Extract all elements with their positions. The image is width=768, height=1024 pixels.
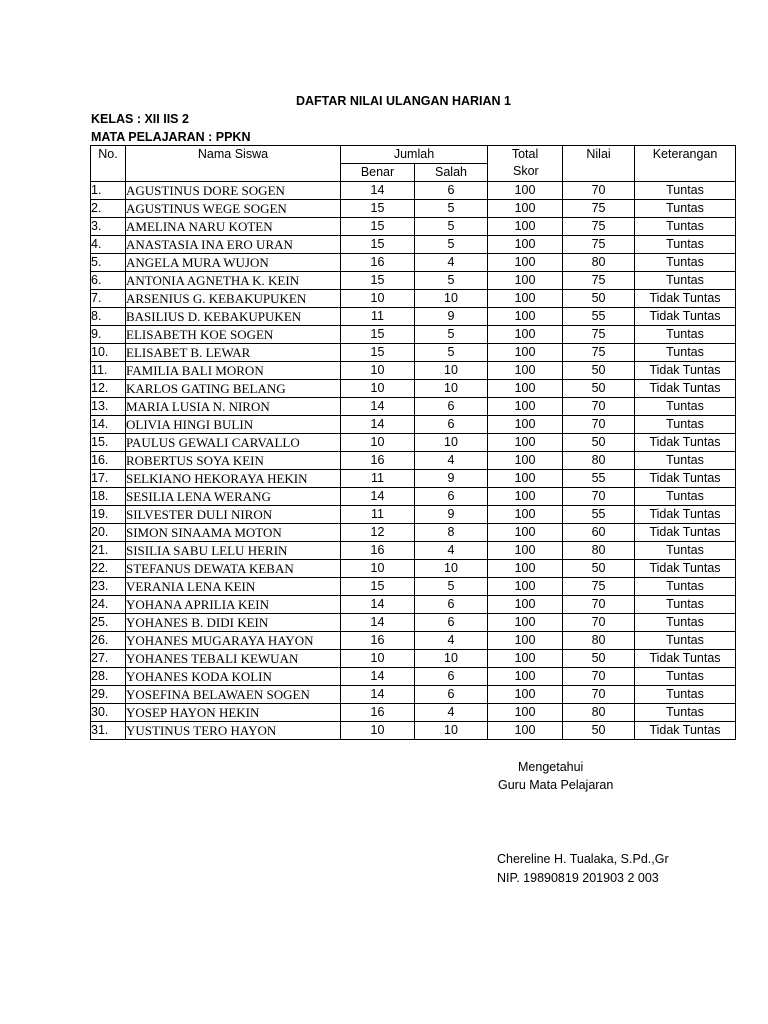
cell-total: 100 <box>488 398 563 416</box>
cell-benar: 10 <box>341 722 415 740</box>
cell-total: 100 <box>488 722 563 740</box>
cell-no: 7. <box>91 290 126 308</box>
grades-table <box>90 145 736 740</box>
cell-benar: 15 <box>341 326 415 344</box>
cell-benar: 15 <box>341 236 415 254</box>
table-row <box>91 416 736 434</box>
cell-salah: 6 <box>415 488 488 506</box>
cell-benar: 15 <box>341 200 415 218</box>
cell-no: 20. <box>91 524 126 542</box>
cell-keterangan: Tuntas <box>635 668 736 686</box>
cell-no: 10. <box>91 344 126 362</box>
table-row <box>91 650 736 668</box>
cell-no: 4. <box>91 236 126 254</box>
cell-no: 3. <box>91 218 126 236</box>
cell-total: 100 <box>488 668 563 686</box>
cell-keterangan: Tuntas <box>635 218 736 236</box>
cell-total: 100 <box>488 632 563 650</box>
cell-salah: 10 <box>415 560 488 578</box>
cell-keterangan: Tidak Tuntas <box>635 524 736 542</box>
cell-no: 22. <box>91 560 126 578</box>
cell-salah: 9 <box>415 506 488 524</box>
cell-benar: 12 <box>341 524 415 542</box>
table-row <box>91 632 736 650</box>
cell-total: 100 <box>488 578 563 596</box>
cell-total: 100 <box>488 218 563 236</box>
cell-salah: 10 <box>415 650 488 668</box>
cell-salah: 4 <box>415 542 488 560</box>
cell-keterangan: Tuntas <box>635 416 736 434</box>
cell-keterangan: Tidak Tuntas <box>635 560 736 578</box>
cell-benar: 14 <box>341 614 415 632</box>
cell-nama: MARIA LUSIA N. NIRON <box>126 398 341 416</box>
document-title: DAFTAR NILAI ULANGAN HARIAN 1 <box>295 94 512 108</box>
cell-nama: SELKIANO HEKORAYA HEKIN <box>126 470 341 488</box>
cell-keterangan: Tuntas <box>635 632 736 650</box>
header-no: No. <box>91 146 126 182</box>
subject-label: MATA PELAJARAN : PPKN <box>91 130 251 144</box>
table-row <box>91 452 736 470</box>
table-row <box>91 182 736 200</box>
cell-salah: 9 <box>415 470 488 488</box>
cell-nama: ELISABET B. LEWAR <box>126 344 341 362</box>
cell-total: 100 <box>488 686 563 704</box>
table-row <box>91 524 736 542</box>
cell-nilai: 75 <box>563 578 635 596</box>
cell-keterangan: Tuntas <box>635 596 736 614</box>
table-body <box>91 182 736 740</box>
cell-keterangan: Tuntas <box>635 398 736 416</box>
cell-nilai: 50 <box>563 650 635 668</box>
table-row <box>91 398 736 416</box>
cell-salah: 6 <box>415 668 488 686</box>
table-row <box>91 362 736 380</box>
cell-no: 21. <box>91 542 126 560</box>
cell-nama: ANTONIA AGNETHA K. KEIN <box>126 272 341 290</box>
cell-no: 28. <box>91 668 126 686</box>
table-row <box>91 434 736 452</box>
cell-keterangan: Tuntas <box>635 326 736 344</box>
cell-benar: 10 <box>341 560 415 578</box>
cell-keterangan: Tidak Tuntas <box>635 308 736 326</box>
table-row <box>91 668 736 686</box>
cell-nama: SIMON SINAAMA MOTON <box>126 524 341 542</box>
cell-no: 27. <box>91 650 126 668</box>
cell-nama: STEFANUS DEWATA KEBAN <box>126 560 341 578</box>
signature-nip: NIP. 19890819 201903 2 003 <box>497 871 659 885</box>
header-total-line-2: Skor <box>513 164 539 178</box>
cell-benar: 14 <box>341 398 415 416</box>
cell-salah: 10 <box>415 722 488 740</box>
cell-nama: KARLOS GATING BELANG <box>126 380 341 398</box>
cell-total: 100 <box>488 596 563 614</box>
cell-benar: 14 <box>341 488 415 506</box>
cell-salah: 9 <box>415 308 488 326</box>
cell-keterangan: Tidak Tuntas <box>635 506 736 524</box>
cell-nilai: 50 <box>563 290 635 308</box>
cell-keterangan: Tuntas <box>635 254 736 272</box>
cell-nilai: 55 <box>563 506 635 524</box>
cell-salah: 6 <box>415 182 488 200</box>
cell-benar: 16 <box>341 632 415 650</box>
cell-keterangan: Tidak Tuntas <box>635 470 736 488</box>
cell-total: 100 <box>488 704 563 722</box>
cell-benar: 16 <box>341 542 415 560</box>
table-row <box>91 272 736 290</box>
cell-nilai: 50 <box>563 560 635 578</box>
cell-salah: 10 <box>415 434 488 452</box>
cell-nama: OLIVIA HINGI BULIN <box>126 416 341 434</box>
cell-total: 100 <box>488 470 563 488</box>
cell-total: 100 <box>488 200 563 218</box>
header-total-skor <box>488 146 563 182</box>
cell-no: 11. <box>91 362 126 380</box>
cell-nilai: 60 <box>563 524 635 542</box>
cell-salah: 10 <box>415 290 488 308</box>
table-row <box>91 596 736 614</box>
cell-salah: 5 <box>415 200 488 218</box>
cell-salah: 6 <box>415 686 488 704</box>
cell-salah: 5 <box>415 236 488 254</box>
table-row <box>91 236 736 254</box>
cell-benar: 10 <box>341 290 415 308</box>
cell-benar: 14 <box>341 686 415 704</box>
cell-nama: ELISABETH KOE SOGEN <box>126 326 341 344</box>
cell-total: 100 <box>488 254 563 272</box>
table-row <box>91 218 736 236</box>
cell-keterangan: Tuntas <box>635 686 736 704</box>
cell-keterangan: Tidak Tuntas <box>635 362 736 380</box>
table-row <box>91 254 736 272</box>
table-row <box>91 560 736 578</box>
cell-benar: 15 <box>341 272 415 290</box>
cell-keterangan: Tuntas <box>635 182 736 200</box>
cell-total: 100 <box>488 560 563 578</box>
header-row-1 <box>91 146 736 164</box>
cell-keterangan: Tidak Tuntas <box>635 650 736 668</box>
cell-nilai: 80 <box>563 254 635 272</box>
table-row <box>91 614 736 632</box>
cell-nama: AGUSTINUS DORE SOGEN <box>126 182 341 200</box>
cell-salah: 6 <box>415 596 488 614</box>
cell-keterangan: Tuntas <box>635 704 736 722</box>
cell-keterangan: Tidak Tuntas <box>635 380 736 398</box>
cell-nilai: 70 <box>563 686 635 704</box>
cell-benar: 11 <box>341 506 415 524</box>
cell-nilai: 70 <box>563 614 635 632</box>
cell-nama: VERANIA LENA KEIN <box>126 578 341 596</box>
cell-no: 13. <box>91 398 126 416</box>
header-jumlah: Jumlah <box>341 146 488 164</box>
table-row <box>91 704 736 722</box>
cell-salah: 6 <box>415 398 488 416</box>
cell-nama: PAULUS GEWALI CARVALLO <box>126 434 341 452</box>
cell-nilai: 70 <box>563 398 635 416</box>
cell-nama: SISILIA SABU LELU HERIN <box>126 542 341 560</box>
cell-keterangan: Tidak Tuntas <box>635 434 736 452</box>
cell-nilai: 70 <box>563 416 635 434</box>
cell-nama: AGUSTINUS WEGE SOGEN <box>126 200 341 218</box>
cell-salah: 6 <box>415 614 488 632</box>
cell-no: 12. <box>91 380 126 398</box>
cell-total: 100 <box>488 308 563 326</box>
cell-no: 16. <box>91 452 126 470</box>
cell-nilai: 75 <box>563 218 635 236</box>
cell-nilai: 70 <box>563 596 635 614</box>
table-row <box>91 542 736 560</box>
header-keterangan: Keterangan <box>635 146 736 182</box>
cell-nilai: 50 <box>563 434 635 452</box>
header-benar: Benar <box>341 164 415 182</box>
cell-total: 100 <box>488 506 563 524</box>
table-row <box>91 722 736 740</box>
cell-nama: ANASTASIA INA ERO URAN <box>126 236 341 254</box>
cell-nilai: 50 <box>563 722 635 740</box>
cell-benar: 16 <box>341 452 415 470</box>
cell-salah: 6 <box>415 416 488 434</box>
cell-no: 29. <box>91 686 126 704</box>
cell-total: 100 <box>488 524 563 542</box>
cell-benar: 10 <box>341 650 415 668</box>
cell-no: 15. <box>91 434 126 452</box>
cell-nama: YOSEFINA BELAWAEN SOGEN <box>126 686 341 704</box>
cell-keterangan: Tuntas <box>635 578 736 596</box>
cell-nama: SESILIA LENA WERANG <box>126 488 341 506</box>
cell-nama: BASILIUS D. KEBAKUPUKEN <box>126 308 341 326</box>
cell-no: 17. <box>91 470 126 488</box>
cell-total: 100 <box>488 542 563 560</box>
header-nilai: Nilai <box>563 146 635 182</box>
table-row <box>91 380 736 398</box>
cell-nama: YOHANES B. DIDI KEIN <box>126 614 341 632</box>
cell-nilai: 80 <box>563 452 635 470</box>
cell-nama: ANGELA MURA WUJON <box>126 254 341 272</box>
cell-nilai: 75 <box>563 236 635 254</box>
signature-mengetahui: Mengetahui <box>518 760 584 774</box>
table-row <box>91 506 736 524</box>
cell-benar: 14 <box>341 182 415 200</box>
cell-nama: YOHANA APRILIA KEIN <box>126 596 341 614</box>
cell-no: 18. <box>91 488 126 506</box>
cell-nama: YOSEP HAYON HEKIN <box>126 704 341 722</box>
table-row <box>91 686 736 704</box>
header-nama: Nama Siswa <box>126 146 341 182</box>
cell-no: 23. <box>91 578 126 596</box>
cell-no: 2. <box>91 200 126 218</box>
cell-no: 6. <box>91 272 126 290</box>
cell-no: 31. <box>91 722 126 740</box>
cell-no: 9. <box>91 326 126 344</box>
table-row <box>91 344 736 362</box>
cell-salah: 4 <box>415 704 488 722</box>
cell-total: 100 <box>488 434 563 452</box>
cell-nilai: 75 <box>563 200 635 218</box>
cell-nama: ARSENIUS G. KEBAKUPUKEN <box>126 290 341 308</box>
cell-keterangan: Tuntas <box>635 200 736 218</box>
signature-name: Chereline H. Tualaka, S.Pd.,Gr <box>497 852 669 866</box>
cell-benar: 16 <box>341 704 415 722</box>
cell-nama: YOHANES MUGARAYA HAYON <box>126 632 341 650</box>
table-row <box>91 578 736 596</box>
cell-benar: 15 <box>341 344 415 362</box>
cell-nilai: 55 <box>563 470 635 488</box>
cell-keterangan: Tuntas <box>635 344 736 362</box>
cell-total: 100 <box>488 290 563 308</box>
cell-keterangan: Tuntas <box>635 236 736 254</box>
cell-nilai: 50 <box>563 380 635 398</box>
cell-benar: 10 <box>341 362 415 380</box>
cell-total: 100 <box>488 326 563 344</box>
cell-nama: ROBERTUS SOYA KEIN <box>126 452 341 470</box>
cell-salah: 5 <box>415 578 488 596</box>
cell-nilai: 75 <box>563 344 635 362</box>
table-row <box>91 200 736 218</box>
table-row <box>91 488 736 506</box>
header-total-line-1: Total <box>511 147 539 161</box>
cell-keterangan: Tidak Tuntas <box>635 722 736 740</box>
cell-nilai: 50 <box>563 362 635 380</box>
cell-keterangan: Tuntas <box>635 452 736 470</box>
table-row <box>91 470 736 488</box>
cell-no: 5. <box>91 254 126 272</box>
cell-keterangan: Tuntas <box>635 272 736 290</box>
cell-no: 1. <box>91 182 126 200</box>
table-row <box>91 290 736 308</box>
cell-nilai: 70 <box>563 182 635 200</box>
cell-no: 30. <box>91 704 126 722</box>
cell-nilai: 70 <box>563 488 635 506</box>
cell-benar: 10 <box>341 434 415 452</box>
cell-total: 100 <box>488 272 563 290</box>
cell-no: 25. <box>91 614 126 632</box>
cell-benar: 15 <box>341 218 415 236</box>
cell-salah: 4 <box>415 632 488 650</box>
cell-total: 100 <box>488 380 563 398</box>
cell-keterangan: Tuntas <box>635 614 736 632</box>
cell-salah: 8 <box>415 524 488 542</box>
cell-nilai: 75 <box>563 326 635 344</box>
cell-keterangan: Tidak Tuntas <box>635 290 736 308</box>
cell-total: 100 <box>488 650 563 668</box>
cell-salah: 5 <box>415 344 488 362</box>
cell-salah: 10 <box>415 380 488 398</box>
cell-nilai: 80 <box>563 632 635 650</box>
cell-keterangan: Tuntas <box>635 488 736 506</box>
cell-total: 100 <box>488 452 563 470</box>
cell-no: 19. <box>91 506 126 524</box>
cell-no: 8. <box>91 308 126 326</box>
cell-nama: YOHANES TEBALI KEWUAN <box>126 650 341 668</box>
cell-benar: 14 <box>341 596 415 614</box>
cell-nama: FAMILIA BALI MORON <box>126 362 341 380</box>
cell-total: 100 <box>488 416 563 434</box>
table-header <box>91 146 736 182</box>
cell-nilai: 80 <box>563 542 635 560</box>
cell-nilai: 80 <box>563 704 635 722</box>
cell-salah: 4 <box>415 452 488 470</box>
cell-total: 100 <box>488 362 563 380</box>
cell-nama: YOHANES KODA KOLIN <box>126 668 341 686</box>
cell-total: 100 <box>488 344 563 362</box>
table-row <box>91 308 736 326</box>
class-label: KELAS : XII IIS 2 <box>91 112 189 126</box>
cell-benar: 15 <box>341 578 415 596</box>
cell-nilai: 70 <box>563 668 635 686</box>
cell-benar: 14 <box>341 668 415 686</box>
cell-total: 100 <box>488 236 563 254</box>
cell-total: 100 <box>488 614 563 632</box>
cell-benar: 11 <box>341 470 415 488</box>
cell-no: 14. <box>91 416 126 434</box>
cell-salah: 5 <box>415 218 488 236</box>
cell-nama: YUSTINUS TERO HAYON <box>126 722 341 740</box>
cell-benar: 16 <box>341 254 415 272</box>
cell-no: 26. <box>91 632 126 650</box>
signature-role: Guru Mata Pelajaran <box>498 778 614 792</box>
cell-benar: 11 <box>341 308 415 326</box>
cell-nama: SILVESTER DULI NIRON <box>126 506 341 524</box>
cell-total: 100 <box>488 182 563 200</box>
cell-salah: 5 <box>415 272 488 290</box>
cell-nilai: 55 <box>563 308 635 326</box>
cell-salah: 4 <box>415 254 488 272</box>
cell-benar: 10 <box>341 380 415 398</box>
header-salah: Salah <box>415 164 488 182</box>
cell-keterangan: Tuntas <box>635 542 736 560</box>
table-row <box>91 326 736 344</box>
cell-salah: 10 <box>415 362 488 380</box>
cell-no: 24. <box>91 596 126 614</box>
cell-salah: 5 <box>415 326 488 344</box>
cell-total: 100 <box>488 488 563 506</box>
cell-nilai: 75 <box>563 272 635 290</box>
cell-benar: 14 <box>341 416 415 434</box>
cell-nama: AMELINA NARU KOTEN <box>126 218 341 236</box>
